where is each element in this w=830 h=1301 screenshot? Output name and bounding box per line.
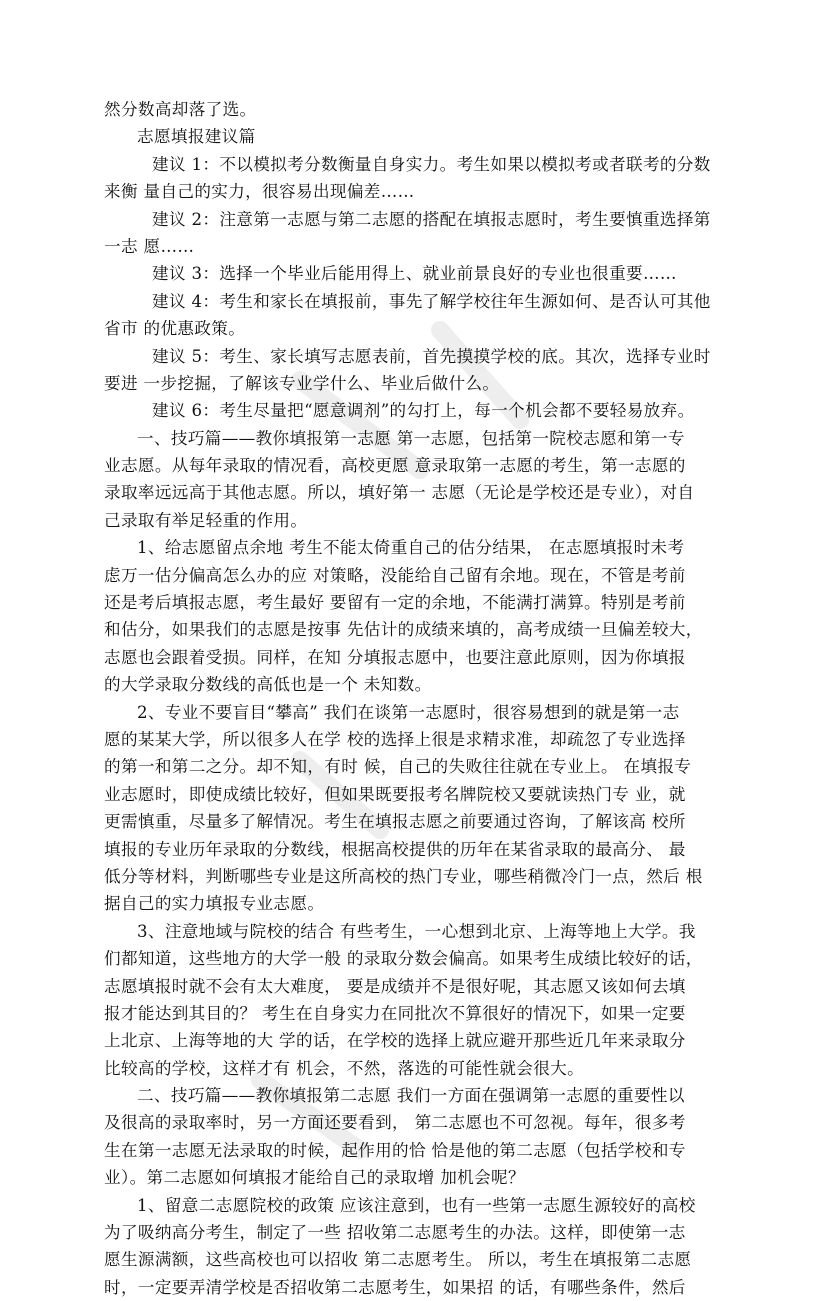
text-line: 虑万一估分偏高怎么办的应 对策略，没能给自己留有余地。现在，不管是考前 [104, 565, 686, 585]
text-line: 的大学录取分数线的高低也是一个 未知数。 [104, 675, 432, 695]
text-line: 建议 2：注意第一志愿与第二志愿的搭配在填报志愿时，考生要慎重选择第 [152, 209, 711, 229]
text-line: 时，一定要弄清学校是否招收第二志愿考生，如果招 的话，有哪些条件，然后 [104, 1277, 686, 1297]
section-heading: 志愿填报建议篇 [137, 127, 256, 147]
text-line: 业）。第二志愿如何填报才能给自己的录取增 加机会呢？ [104, 1168, 525, 1188]
text-line: 建议 4：考生和家长在填报前，事先了解学校往年生源如何、是否认可其他 [152, 291, 711, 311]
text-line: 志愿也会跟着受损。同样，在知 分填报志愿中，也要注意此原则，因为你填报 [104, 647, 686, 667]
text-line: 然分数高却落了选。 [104, 100, 257, 119]
text-line: 建议 6：考生尽量把“愿意调剂”的勾打上，每一个机会都不要轻易放弃。 [152, 401, 695, 421]
text-line: 2、专业不要盲目“攀高” 我们在谈第一志愿时，很容易想到的就是第一志 [137, 702, 680, 722]
text-line: 低分等材料，判断哪些专业是这所高校的热门专业，哪些稍微冷门一点，然后 根 [104, 866, 703, 886]
text-line: 志愿填报时就不会有太大难度， 要是成绩并不是很好呢，其志愿又该如何去填 [104, 976, 686, 996]
text-line: 还是考后填报志愿，考生最好 要留有一定的余地，不能满打满算。特别是考前 [104, 593, 686, 613]
text-line: 业志愿时，即使成绩比较好，但如果既要报考名牌院校又要就读热门专 业，就 [104, 784, 686, 804]
text-line: 更需慎重，尽量多了解情况。考生在填报志愿之前要通过咨询，了解该高 校所 [104, 812, 686, 832]
text-line: 比较高的学校，这样才有 机会，不然，落选的可能性就会很大。 [104, 1058, 585, 1078]
text-line: 来衡 量自己的实力，很容易出现偏差…… [104, 182, 415, 202]
text-line: 填报的专业历年录取的分数线，根据高校提供的历年在某省录取的最高分、 最 [104, 839, 686, 859]
text-line: 为了吸纳高分考生，制定了一些 招收第二志愿考生的办法。这样，即使第一志 [104, 1223, 686, 1243]
text-line: 报才能达到其目的？ 考生在自身实力在同批次不算很好的情况下，如果一定要 [104, 1003, 686, 1023]
text-line: 愿生源满额，这些高校也可以招收 第二志愿考生。 所以，考生在填报第二志愿 [104, 1250, 692, 1270]
document-body [104, 96, 726, 1301]
text-line: 建议 5：考生、家长填写志愿表前，首先摸摸学校的底。其次，选择专业时 [152, 346, 711, 366]
text-line: 己录取有举足轻重的作用。 [104, 510, 308, 530]
text-line: 生在第一志愿无法录取的时候，起作用的恰 恰是他的第二志愿（包括学校和专 [104, 1140, 686, 1160]
text-line: 二、技巧篇——教你填报第二志愿 我们一方面在强调第一志愿的重要性以 [137, 1086, 685, 1106]
text-line: 及很高的录取率时，另一方面还要看到， 第二志愿也不可忽视。每年，很多考 [104, 1113, 686, 1133]
text-line: 3、注意地域与院校的结合 有些考生，一心想到北京、上海等地上大学。我 [137, 921, 696, 941]
text-line: 据自己的实力填报专业志愿。 [104, 894, 325, 914]
text-line: 一、技巧篇——教你填报第一志愿 第一志愿，包括第一院校志愿和第一专 [137, 428, 685, 448]
text-line: 愿的某某大学，所以很多人在学 校的选择上很是求精求准，却疏忽了专业选择 [104, 729, 686, 749]
text-line: 1、留意二志愿院校的政策 应该注意到，也有一些第一志愿生源较好的高校 [137, 1195, 696, 1215]
text-line: 业志愿。从每年录取的情况看，高校更愿 意录取第一志愿的考生，第一志愿的 [104, 456, 686, 476]
text-line: 上北京、上海等地的大 学的话，在学校的选择上就应避开那些近几年来录取分 [104, 1031, 686, 1051]
text-line: 们都知道，这些地方的大学一般 的录取分数会偏高。如果考生成绩比较好的话， [104, 949, 703, 969]
text-line: 建议 1：不以模拟考分数衡量自身实力。考生如果以模拟考或者联考的分数 [152, 154, 711, 174]
text-line: 省市 的优惠政策。 [104, 319, 246, 339]
text-line: 的第一和第二之分。却不知，有时 候，自己的失败往往就在专业上。 在填报专 [104, 757, 692, 777]
text-line: 一志 愿…… [104, 236, 195, 256]
text-line: 要进 一步挖掘，了解该专业学什么、毕业后做什么。 [104, 373, 500, 393]
text-line: 录取率远远高于其他志愿。所以，填好第一 志愿（无论是学校还是专业），对自 [104, 483, 695, 503]
text-line: 建议 3：选择一个毕业后能用得上、就业前景良好的专业也很重要…… [152, 264, 677, 284]
text-line: 1、给志愿留点余地 考生不能太倚重自己的估分结果， 在志愿填报时未考 [137, 538, 685, 558]
text-line: 和估分，如果我们的志愿是按事 先估计的成绩来填的，高考成绩一旦偏差较大， [104, 620, 703, 640]
